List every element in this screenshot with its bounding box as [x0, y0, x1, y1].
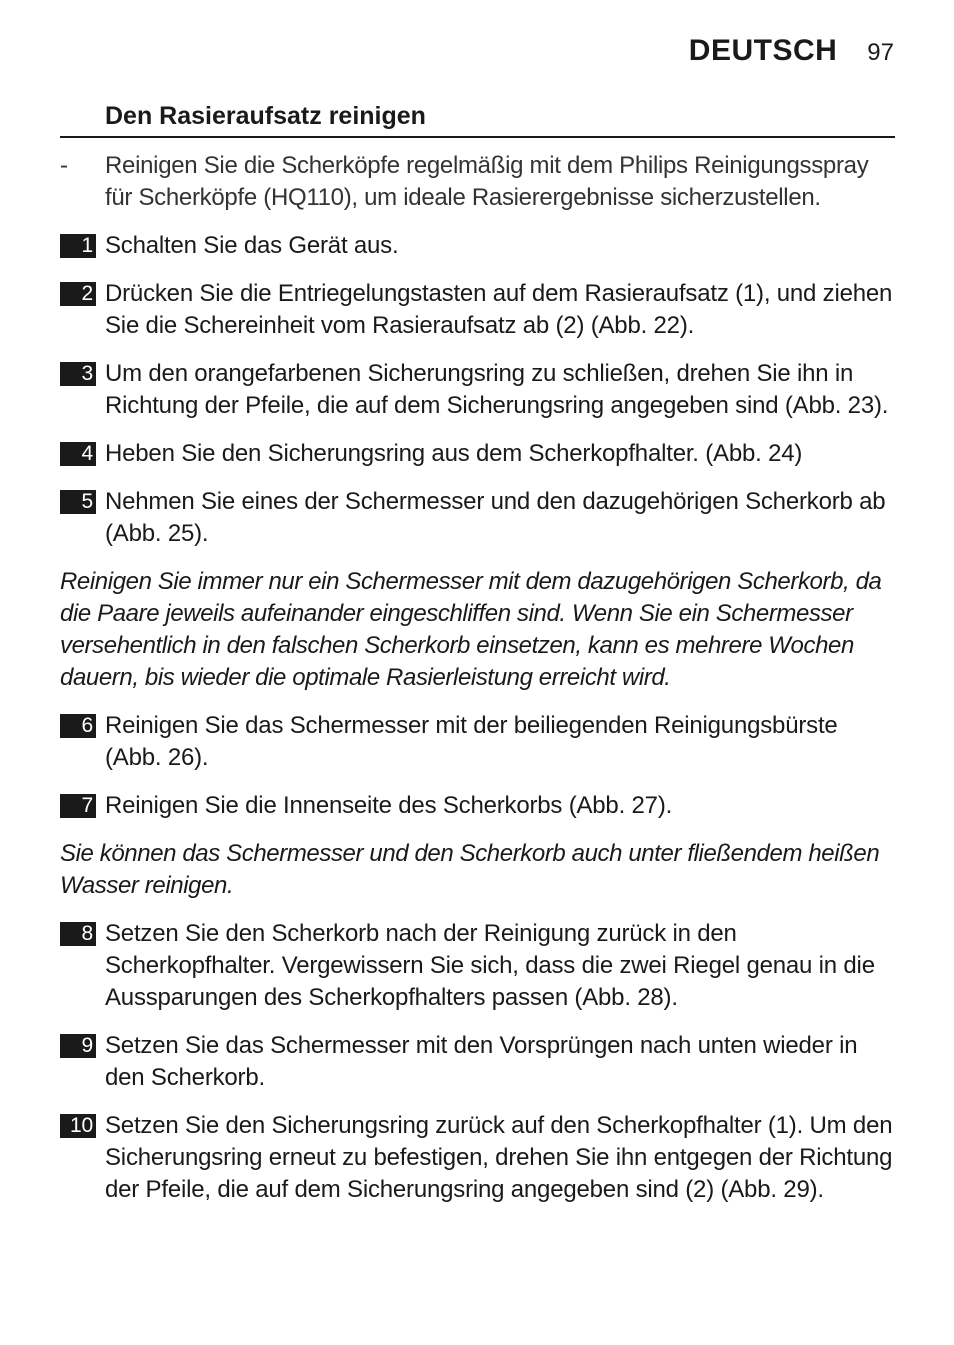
- note-pairing: Reinigen Sie immer nur ein Schermesser mit dem dazugehörigen Scherkorb, da die Paare jeweils aufeinander eingeschliffen sind. Wenn Sie ein Schermesser versehentlich in den falschen Scherkorb einsetzen, kann es mehrere Wochen dauern, bis wieder die optimale Rasierleistung erreicht wird.: [60, 568, 882, 691]
- step-number-badge: 4: [60, 442, 96, 466]
- step-number-badge: 2: [60, 282, 96, 306]
- step-6: [60, 710, 895, 774]
- language-label: DEUTSCH: [688, 34, 838, 67]
- bullet-mark: -: [60, 152, 68, 179]
- page-content: [60, 150, 895, 1222]
- step-4: [60, 438, 895, 470]
- step-8: [60, 918, 895, 1014]
- page-number: 97: [867, 39, 894, 66]
- bullet-text: Reinigen Sie die Scherköpfe regelmäßig mit dem Philips Reinigungsspray für Scherköpfe (HQ110), um ideale Rasierergebnisse sicherzustellen.: [105, 152, 869, 211]
- note-water: Sie können das Schermesser und den Scherkorb auch unter fließendem heißen Wasser reinigen.: [60, 840, 880, 899]
- section-title: Den Rasieraufsatz reinigen: [105, 102, 426, 130]
- step-text: Drücken Sie die Entriegelungstasten auf dem Rasieraufsatz (1), und ziehen Sie die Schereinheit vom Rasieraufsatz ab (2) (Abb. 22).: [105, 280, 893, 339]
- step-10: [60, 1110, 895, 1206]
- step-number-badge: 9: [60, 1034, 96, 1058]
- step-number-badge: 10: [60, 1114, 96, 1138]
- page-header: [689, 34, 894, 68]
- step-5: [60, 486, 895, 550]
- step-number-badge: 5: [60, 490, 96, 514]
- step-number-badge: 3: [60, 362, 96, 386]
- title-divider: [60, 136, 895, 138]
- step-text: Reinigen Sie die Innenseite des Scherkorbs (Abb. 27).: [105, 792, 673, 819]
- step-number-badge: 1: [60, 234, 96, 258]
- step-2: [60, 278, 895, 342]
- step-text: Setzen Sie den Sicherungsring zurück auf den Scherkopfhalter (1). Um den Sicherungsring erneut zu befestigen, drehen Sie ihn entgegen der Richtung der Pfeile, die auf dem Sicherungsring angegeben sind (2) (Abb. 29).: [105, 1112, 893, 1203]
- step-number-badge: 7: [60, 794, 96, 818]
- intro-bullet: [60, 150, 895, 214]
- step-number-badge: 8: [60, 922, 96, 946]
- step-text: Setzen Sie den Scherkorb nach der Reinigung zurück in den Scherkopfhalter. Vergewissern Sie sich, dass die zwei Riegel genau in die Aussparungen des Scherkopfhalters passen (Abb. 28).: [105, 920, 875, 1011]
- step-text: Nehmen Sie eines der Schermesser und den dazugehörigen Scherkorb ab (Abb. 25).: [105, 488, 886, 547]
- step-9: [60, 1030, 895, 1094]
- step-1: [60, 230, 895, 262]
- step-7: [60, 790, 895, 822]
- step-text: Reinigen Sie das Schermesser mit der beiliegenden Reinigungsbürste (Abb. 26).: [105, 712, 838, 771]
- step-text: Setzen Sie das Schermesser mit den Vorsprüngen nach unten wieder in den Scherkorb.: [105, 1032, 858, 1091]
- step-text: Um den orangefarbenen Sicherungsring zu schließen, drehen Sie ihn in Richtung der Pfeile, die auf dem Sicherungsring angegeben sind (Abb. 23).: [105, 360, 889, 419]
- step-3: [60, 358, 895, 422]
- step-number-badge: 6: [60, 714, 96, 738]
- step-text: Heben Sie den Sicherungsring aus dem Scherkopfhalter. (Abb. 24): [105, 440, 803, 467]
- step-text: Schalten Sie das Gerät aus.: [105, 232, 399, 259]
